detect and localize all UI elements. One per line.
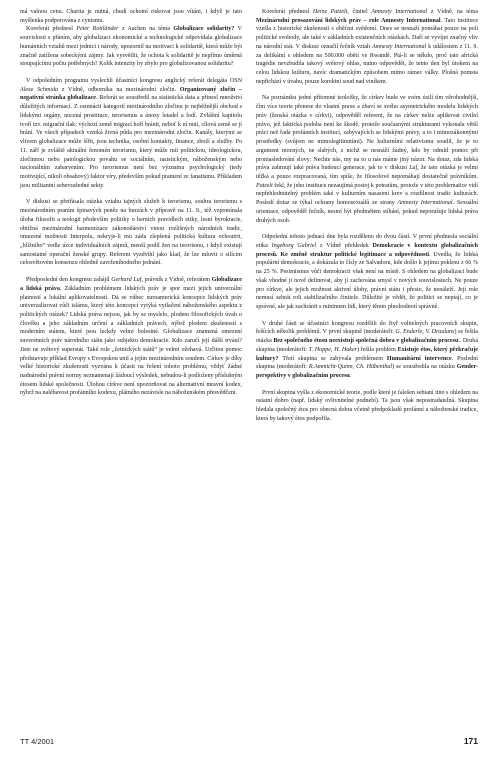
author-name: Gerhard Luf [111,277,142,284]
moderators: R.Ammicht-Quinn, Ch. Hübenthal [308,364,393,371]
right-column [256,8,478,723]
left-column [20,8,242,723]
page-number: 171 [463,736,478,746]
author-name: Alexe Schmida [20,86,58,93]
organization-name: Amnesty International [397,200,453,207]
workshop-title: Existuje étos, který překračuje kultury? [256,346,478,362]
author-name: Ingeborg Gabriel [271,242,317,249]
paragraph: Na poznámku jedné přítomné teoložky, že církev bude ve svém úsilí tím věrohodnější, čím více teorie přenese do vlastní praxe a zbaví se svého asymetrického modelu lidských práv (ženská otázka v církvi), odpověděl referent, že na církev nelze aplikovat civilní právo, jež faktická podoba není ke škodě, protože současnými strukturami vykonala větší práci než řada profánních institucí, zabývajících se lidskými právy, a to i mimozákonnými prostředky (svůjem ne mimolegitimními). Ne kulturními relativismu soudil, že je to argument mocných, ne slabých, z nichž se nesnáží žádný, kdo by odmítl pomoc při proniasledování slovy: Nechte nás, my na to u nás máme jiný názor. Na dotaz, zda lidská práva zahrnují také práva budoucí generace, jak to v diskusi Luf, že tato otázka je velmi těžká a pouze rozpracovaná, tím spíše, že filosofové nepomáhají dostatečně právníkům. Patzelt řekl, že jeho instituce nezaujímá postoj k potratům, protože v této problematice vidí nepřehlednutelný problém také v kulturním nasazení krev a rozdílnost tradic kulturách. Posledí dotaz se týkal ochrany homosexuálů ze strany Amnesty International. Sexuální orientace, odpověděl řečník, nesmí být předmětem stíhání, pokud neporušuje lidská práva druhých osob. [256,95,478,224]
workshop-title: Bez společného étosu neexistují společná dobra v globalizačním procesu [273,338,459,345]
workshop-title: Humanitární intervence [386,355,452,362]
page-footer [20,736,478,746]
lecture-title: Globalizace a lidská práva [20,277,242,292]
paragraph: V diskusi se přetřásala otázka vztahu tajných služeb k terorismu, souhra terorismu s mezinárodním praním špinavých peněz na burzách v přípravě na 11. 9., též vzpomínala úloha filosofii a teologii především politiky o hernich pravidlech etiky, lesní byrokracie, obtížná mezinárodní harmonizace zákonodárství vinou rozlišných národních tradic, omezené možnosti Interpolu, nekryje-li mu záda zlepšená politická kultura ochoutrit, „blížního“ vedle úzce individuálních zájmů, menší podíl žen na terorismu, i když existují samostatné operační ženské grupy. Referent vyzdvihl jako klad, že lze mluvit o silícím celosvětovém konsenzu ohledně zavrženíhodného jednání. [20,199,242,267]
lecture-title: Mezinárodní prosazování lidských práv – role Amnesty International [256,17,441,24]
text-columns [20,8,478,723]
issue-label: TT 4/2001 [20,737,55,746]
paragraph: Předposlední den kongresu zahájil Gerhard Luf, právník z Vídně, referátem Globalizace a lidská práva. Základním problémem lidských práv je spor mezi jejich univerzální platností a lokální aplikovatelností. Dá se vůbec euroamerická koncepce lidských práv univerzalizovat vůči islámu, který této koncepci vytýká vytlačení náboženského aspektu z politických otázek? Lidská práva nejsou, jak by se myslelo, plodem filosofických úvah o člověku a jeho základním určení a základních právech, nýbrž plodem zkušeností s moderním státem, které jsou leckdy velmi bolestné. Globalizace znamená omezení suverénních práv národního státu jako subjektu demokracie. Kdo zaručí její dálší trvání? Jiste ne světový superstát. Také role „četnických států“ je velmi ožehavá. Určitou pomoc představuje příklad Evropy s Evropskou unií a jejím mezinárodním soudem. Církev je díky velké historické zkušenosti vyzvána k účasti na řešení tohoto problému, vždyť žádné nadnárodní právní normy neznamenají žádoucí výsledek, nebudou-li podloženy příslušným étosem lidské společnosti. Úlohou církve není upozorňovat na alternativní mravní kodex, nýbrž na naléhavost profánního kodexu, plátného nezávisle na náboženském přesvědčení. [20,277,242,397]
paragraph: Odpolední tohoto jednací dne byla rozděleno do dvou částí. V první přednesla sociální etika Ingeborg Gabriel z Vídně přehledek Demokracie v kontextu globalizačních procesů. Ke změně struktur politické legitimace a odpovědnosti. Uvedla, že lidská populární demokracie, a dokázala to čísly ze Salvadoru, kde došlo k jejímu poklesu z 66 % na 25 %. Pesimismus vůči demokracii však není na místě. S ohledem na globalizaci bude však vhodné ji nově definovat, aby jí zachována smysl v nových souvislostech. Ne pouze pro církve, ale jejich možnost aktivní úlohy, právní státu i přesto, že nenáleží. Její role nemusí sehrát roli stabilizačního činitele. Důležité je vědět, že politici se neptají, co je správné, ale jak zachránit s minimem lidí, který těmto plnohodnotí správné. [256,234,478,310]
paragraph: První skupina vyšla z ekonomické teorie, podle které je falešen sebianí itno s ohledem na ostatní dobro (např. lidský ovlivnitelné podnebí). Ta jsou však nepostradatelná. Skupina hledala společný étos pro obecná dobra včetně předpokladů profánní a náboženské tradice, která by takový étos podpořila. [256,389,478,422]
moderators: G. Enderle, V. Draulans [395,329,455,336]
lecture-title: Globalizace solidarity? [173,26,235,33]
author-name: Peter Rottländer [76,26,119,33]
workshop-title: Gender-perspektivy v globalizačním procesu [256,364,478,380]
paragraph: V odpoledním programu vyslechli účastníci kongresu anglický referát delegáta OSN Alexe Schmida z Vídně, odborníka na mezinárodní zločin. Organizovaný zločin – negativní stránka globalizace. Referát se soustředil na statistická data a přinesl množství důležitých informací. Z osmnácti kategorií mezinárodního zločinu je nejběžnější obchod s lidskými orgány, nucená prostituce, terorismus a únosy letadel a lodí. Zvláštní kapitolu tvoří tzv. migrační tlak: výchozí země migrací hoří bránit, neboť k ní nutí, cílová země se jí brání. Ve všech případech vzniká živná půda pro mezinárodní zločin. Kanály, kterými se vlivem globalizace může šířit, jsou technika, osobní kontakty, finance, zboží a služby. Po 11. září je zvláště aktuální fenomén terorismu, který může mít politickou, ideologickou, zločinnou nebo patologickou povahu se sociálním, rasistickým, náboženským nebo nacionálním zabarvením. Pro terorismus není bez významu psychologický (tedy motivující, nikoli obsahový) faktor víry, především pokud pramení ze fanatismu. Příkladem jsou militantní sebevražedné sekty. [20,78,242,189]
paragraph: má valnou cenu. Charita je nutná, chudí ochotní riskovat jsou vítáni, i když je tato myšlenka podporována z cynismu. [20,9,242,24]
paragraph: Koreferát přednesl Peter Rottländer z Aachen na téma Globalizace solidarity? V souvislosti s přáním, aby globalizaci ekonomické a technologické odpovídala globalizace humánních vztahů mezi jednici i národy, upozornil na motivaci k solidaritě, která může být značně zatížena sobeckými zájmy. Jak vysvětlit, že ochota k solidaritě je nepřímo úměrná stoupajícímu počtu potřebných? Kolik intenzity by zbylo pro globalizovanou solidaritu? [20,26,242,68]
paragraph: V druhé části se účastníci kongresu rozdělili do čtyř volitelných pracovních skupin, řešících několik problémů. V první skupině (moderátoři: G. Enderle, V. Draulans) se řešila otázka Bez společného étosu neexistují společná dobra v globalizačním procesu.. Druhá skupina (moderátoři: T. Hoppe, H. Haker) řešila problém Existuje étos, který překračuje kultury? Třetí skupina se zabývala problémem Humanitární intervence. Poslední skupina (moderátoři: R.Ammicht-Quinn, Ch. Hübenthal) se soustředila na otázku Gender-perspektivy v globalizačním procesu. [256,320,478,380]
moderators: T. Hoppe, H. Haker [308,346,357,353]
person-name: Luf [409,165,418,172]
paragraph: Koreferát přednesl Heinz Patzelt, činitel Amnesty International z Vídně, na téma Mezinárodní prosazování lidských práv – role Amnesty International. Tato instituce vzešla z historické zkušenosti s oběťmi svědomí. Dnes se nesnaží pomáhat pouze na poli politické svobody, ale také v základních existenčních otázkách. Daří se vyvíjet značný vliv na národní stát. V diskusi označil řečník vztah Amnesty International k událostem z 11. 9. za delikátní s ohledem na 500.000 obětí ve Rwandě. Ptá-li se někdo, proč tato africká tragédie nevzbudila takový světový ohlas, nutno odpovědět, že tento den byl útokem na celou lidskou kulturu, navíc dramatickým způsobem mimo rámec války. Plošná pomsta nepřichází v úvahu, pouze korektní soud nad viníkem. [256,9,478,85]
lecture-title: Organizovaný zločin – negativní stránka globalizace [20,86,242,102]
organization-name: Amnesty International [371,43,427,50]
organization-name: Amnesty International [371,9,428,15]
author-name: Heinz Patzelt [312,9,348,15]
person-name: Patzelt [256,182,273,189]
lecture-title: Demokracie v kontextu globalizačních procesů. Ke změně struktur politické legitimace a odpovědnosti [256,242,478,258]
